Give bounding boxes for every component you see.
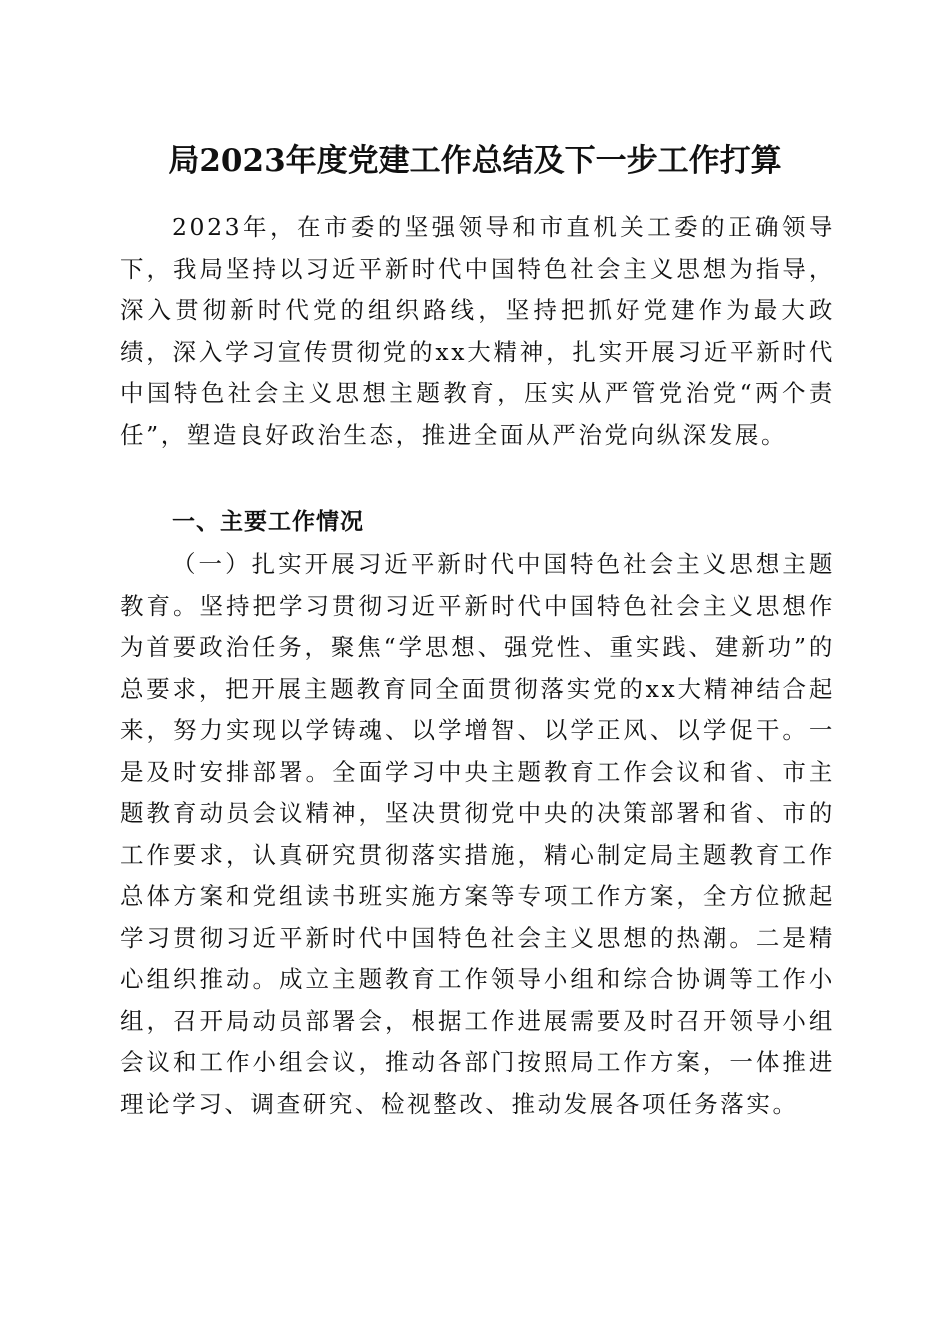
subsection-paragraph [120,544,835,1125]
subsection-body: 坚持把学习贯彻习近平新时代中国特色社会主义思想作为首要政治任务，聚焦“学思想、强党性、重实践、建新功”的总要求，把开展主题教育同全面贯彻落实党的xx大精神结合起来，努力实现以学铸魂、以学增智、以学正风、以学促干。一是及时安排部署。全面学习中央主题教育工作会议和省、市主题教育动员会议精神，坚决贯彻党中央的决策部署和省、市的工作要求，认真研究贯彻落实措施，精心制定局主题教育工作总体方案和党组读书班实施方案等专项工作方案，全方位掀起学习贯彻习近平新时代中国特色社会主义思想的热潮。二是精心组织推动。成立主题教育工作领导小组和综合协调等工作小组，召开局动员部署会，根据工作进展需要及时召开领导小组会议和工作小组会议，推动各部门按照局工作方案，一体推进理论学习、调查研究、检视整改、推动发展各项任务落实。 [120,591,835,1118]
section-heading-main-work: 一、主要工作情况 [172,509,364,535]
subsection-heading: （一）扎实开展习近平新时代中国特色社会主义思想主题教育。 [120,550,835,620]
intro-paragraph: 2023年，在市委的坚强领导和市直机关工委的正确领导下，我局坚持以习近平新时代中国特色社会主义思想为指导，深入贯彻新时代党的组织路线，坚持把抓好党建作为最大政绩，深入学习宣传贯彻党的xx大精神，扎实开展习近平新时代中国特色社会主义思想主题教育，压实从严管党治党“两个责任”，塑造良好政治生态，推进全面从严治党向纵深发展。 [120,213,835,449]
document-title: 局2023年度党建工作总结及下一步工作打算 [168,143,782,179]
